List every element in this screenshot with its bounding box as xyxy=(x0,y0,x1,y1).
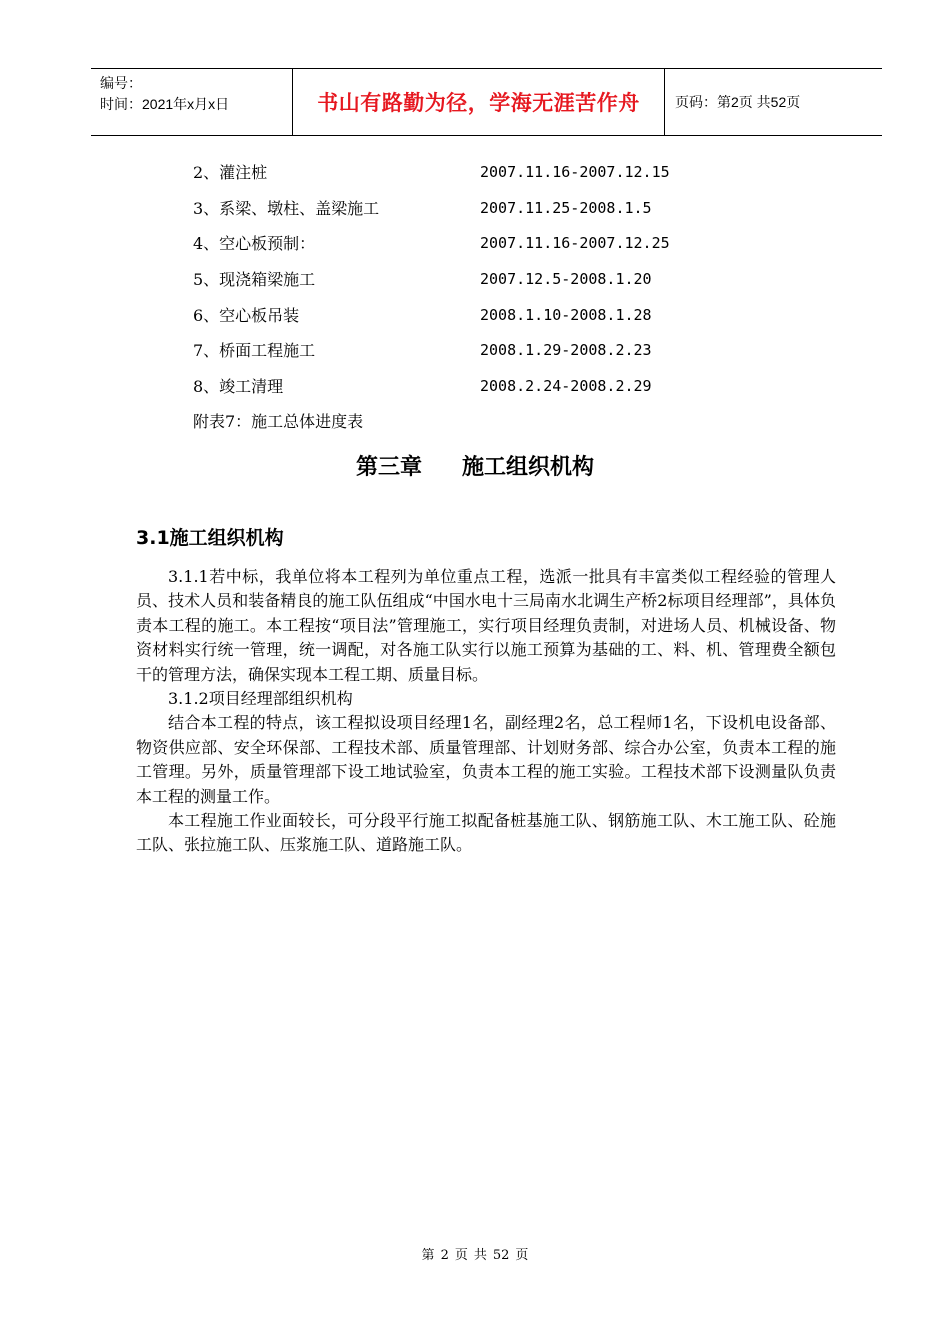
schedule-date-range: 2007.11.16-2007.12.15 xyxy=(480,163,670,181)
footer-ye: 页 xyxy=(515,1248,529,1263)
chapter-title: 施工组织机构 xyxy=(462,455,595,480)
schedule-item: 5、现浇箱梁施工 xyxy=(193,270,316,290)
schedule-row xyxy=(193,262,753,298)
page-footer xyxy=(0,1246,950,1266)
schedule-date-range: 2007.12.5-2008.1.20 xyxy=(480,270,652,289)
schedule-date-range: 2008.2.24-2008.2.29 xyxy=(480,377,652,396)
schedule-row xyxy=(193,369,753,405)
header-meta xyxy=(91,69,293,135)
paragraph: 本工程施工作业面较长，可分段平行施工拟配备桩基施工队、钢筋施工队、木工施工队、砼施工队、张拉施工队、压浆施工队、道路施工队。 xyxy=(136,811,836,855)
section-heading: 3.1施工组织机构 xyxy=(136,527,284,549)
schedule-date-range: 2007.11.16-2007.12.25 xyxy=(480,234,670,253)
footer-gong: 共 xyxy=(473,1248,487,1263)
schedule-date-range: 2008.1.10-2008.1.28 xyxy=(480,305,652,324)
page-header xyxy=(91,68,882,136)
body-text xyxy=(136,565,836,858)
schedule-date-range: 2007.11.25-2008.1.5 xyxy=(480,198,652,217)
footer-page-number: 2 xyxy=(440,1248,449,1263)
document-time-label: 时间：2021年x月x日 xyxy=(100,96,230,112)
schedule-row xyxy=(193,155,753,191)
footer-di: 第 xyxy=(421,1248,435,1263)
schedule-item: 6、空心板吊装 xyxy=(193,305,300,325)
paragraph: 3.1.2项目经理部组织机构 xyxy=(168,689,353,709)
schedule-item: 4、空心板预制： xyxy=(193,234,316,254)
footer-total-pages: 52 xyxy=(492,1248,510,1263)
header-motto: 书山有路勤为径，学海无涯苦作舟 xyxy=(293,69,665,135)
schedule-item: 7、桥面工程施工 xyxy=(193,341,316,361)
schedule-row xyxy=(193,226,753,262)
schedule-date-range: 2008.1.29-2008.2.23 xyxy=(480,341,652,360)
chapter-heading xyxy=(0,452,950,484)
schedule-list xyxy=(193,155,753,405)
paragraph: 结合本工程的特点，该工程拟设项目经理1名，副经理2名，总工程师1名，下设机电设备部、物资供应部、安全环保部、工程技术部、质量管理部、计划财务部、综合办公室，负责本工程的施工管理。另外，质量管理部下设工地试验室，负责本工程的施工实验。工程技术部下设测量队负责本工程的测量工作。 xyxy=(136,713,836,806)
document-number-label: 编号： xyxy=(100,75,142,91)
schedule-row xyxy=(193,333,753,369)
schedule-item: 3、系梁、墩柱、盖梁施工 xyxy=(193,198,380,218)
schedule-item: 2、灌注桩 xyxy=(193,163,268,182)
schedule-row xyxy=(193,298,753,334)
schedule-item: 8、竣工清理 xyxy=(193,377,284,397)
appendix-note: 附表7：施工总体进度表 xyxy=(193,412,364,431)
paragraph: 3.1.1若中标，我单位将本工程列为单位重点工程，选派一批具有丰富类似工程经验的管理人员、技术人员和装备精良的施工队伍组成“中国水电十三局南水北调生产桥2标项目经理部”，具体负责本工程的施工。本工程按“项目法”管理施工，实行项目经理负责制，对进场人员、机械设备、物资材料实行统一管理，统一调配，对各施工队实行以施工预算为基础的工、料、机、管理费全额包干的管理方法，确保实现本工程工期、质量目标。 xyxy=(136,567,836,684)
footer-ye: 页 xyxy=(454,1248,468,1263)
schedule-row xyxy=(193,191,753,227)
header-page-info: 页码：第2页 共52页 xyxy=(675,94,801,110)
chapter-number: 第三章 xyxy=(355,455,422,480)
